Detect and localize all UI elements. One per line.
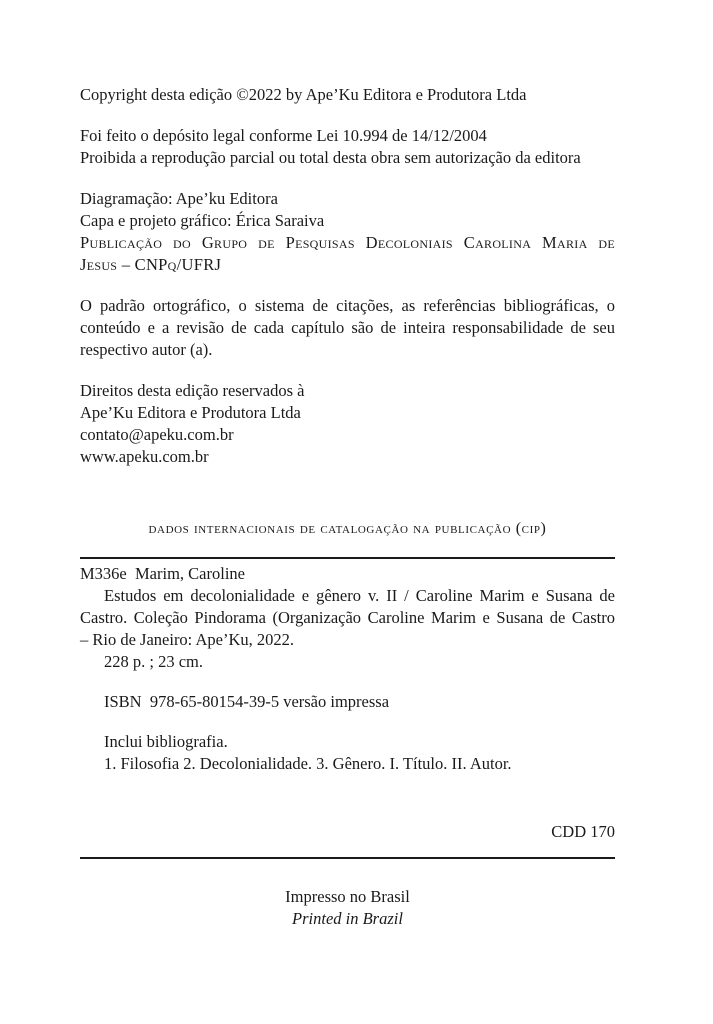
disclaimer-line-2: conteúdo e a revisão de cada capítulo são de inteira responsabilidade de seu: [80, 318, 615, 337]
cip-subjects: 1. Filosofia 2. Decolonialidade. 3. Gênero. I. Título. II. Autor.: [104, 754, 512, 773]
publisher-name: Ape’Ku Editora e Produtora Ltda: [80, 403, 301, 422]
copyright-page: [80, 84, 615, 487]
call-number: M336e: [80, 564, 127, 583]
layout-credit: Diagramação: Ape’ku Editora: [80, 189, 278, 208]
credits-block: [80, 188, 615, 276]
cip-pages: 228 p. ; 23 cm.: [104, 652, 203, 671]
disclaimer-block: [80, 295, 615, 361]
cip-bottom-rule: [80, 857, 615, 859]
publication-group-line-2: Jesus – CNPq/UFRJ: [80, 255, 222, 274]
cover-credit: Capa e projeto gráfico: Érica Saraiva: [80, 211, 325, 230]
publication-group-line-1: Publicação do Grupo de Pesquisas Decoloniais Carolina Maria de: [80, 233, 615, 252]
cip-description-line-2: Castro. Coleção Pindorama (Organização Caroline Marim e Susana de Castro: [80, 608, 615, 627]
cip-isbn: ISBN 978-65-80154-39-5 versão impressa: [104, 692, 390, 711]
disclaimer-line-1: O padrão ortográfico, o sistema de citações, as referências bibliográficas, o: [80, 296, 615, 315]
rights-block: [80, 380, 615, 468]
cip-spacer-2: [80, 713, 615, 731]
cip-entry-line: [80, 563, 615, 585]
contact-email: contato@apeku.com.br: [80, 425, 234, 444]
publisher-website: www.apeku.com.br: [80, 447, 209, 466]
reproduction-notice-line: Proibida a reprodução parcial ou total desta obra sem autorização da editora: [80, 148, 581, 167]
rights-reserved-line: Direitos desta edição reservados à: [80, 381, 305, 400]
cdd-classification: CDD 170: [551, 822, 615, 841]
cip-title: dados internacionais de catalogação na publicação (cip): [148, 520, 547, 537]
legal-deposit-line: Foi feito o depósito legal conforme Lei 10.994 de 14/12/2004: [80, 126, 487, 145]
copyright-block: [80, 84, 615, 106]
cip-description-line-3: – Rio de Janeiro: Ape’Ku, 2022.: [80, 630, 295, 649]
cip-top-rule: [80, 557, 615, 559]
cip-bibliography: Inclui bibliografia.: [104, 732, 228, 751]
printed-in-brasil: Impresso no Brasil: [285, 887, 410, 906]
cip-author: Marim, Caroline: [135, 564, 245, 583]
legal-block: [80, 125, 615, 169]
cip-record: [80, 563, 615, 775]
disclaimer-line-3: respectivo autor (a).: [80, 340, 213, 359]
cip-description-line-1: Estudos em decolonialidade e gênero v. II / Caroline Marim e Susana de: [104, 586, 615, 605]
printed-in-block: [80, 886, 615, 930]
cip-spacer-1: [80, 673, 615, 691]
printed-in-brazil: Printed in Brazil: [292, 909, 403, 928]
copyright-line: Copyright desta edição ©2022 by Ape’Ku Editora e Produtora Ltda: [80, 85, 527, 104]
